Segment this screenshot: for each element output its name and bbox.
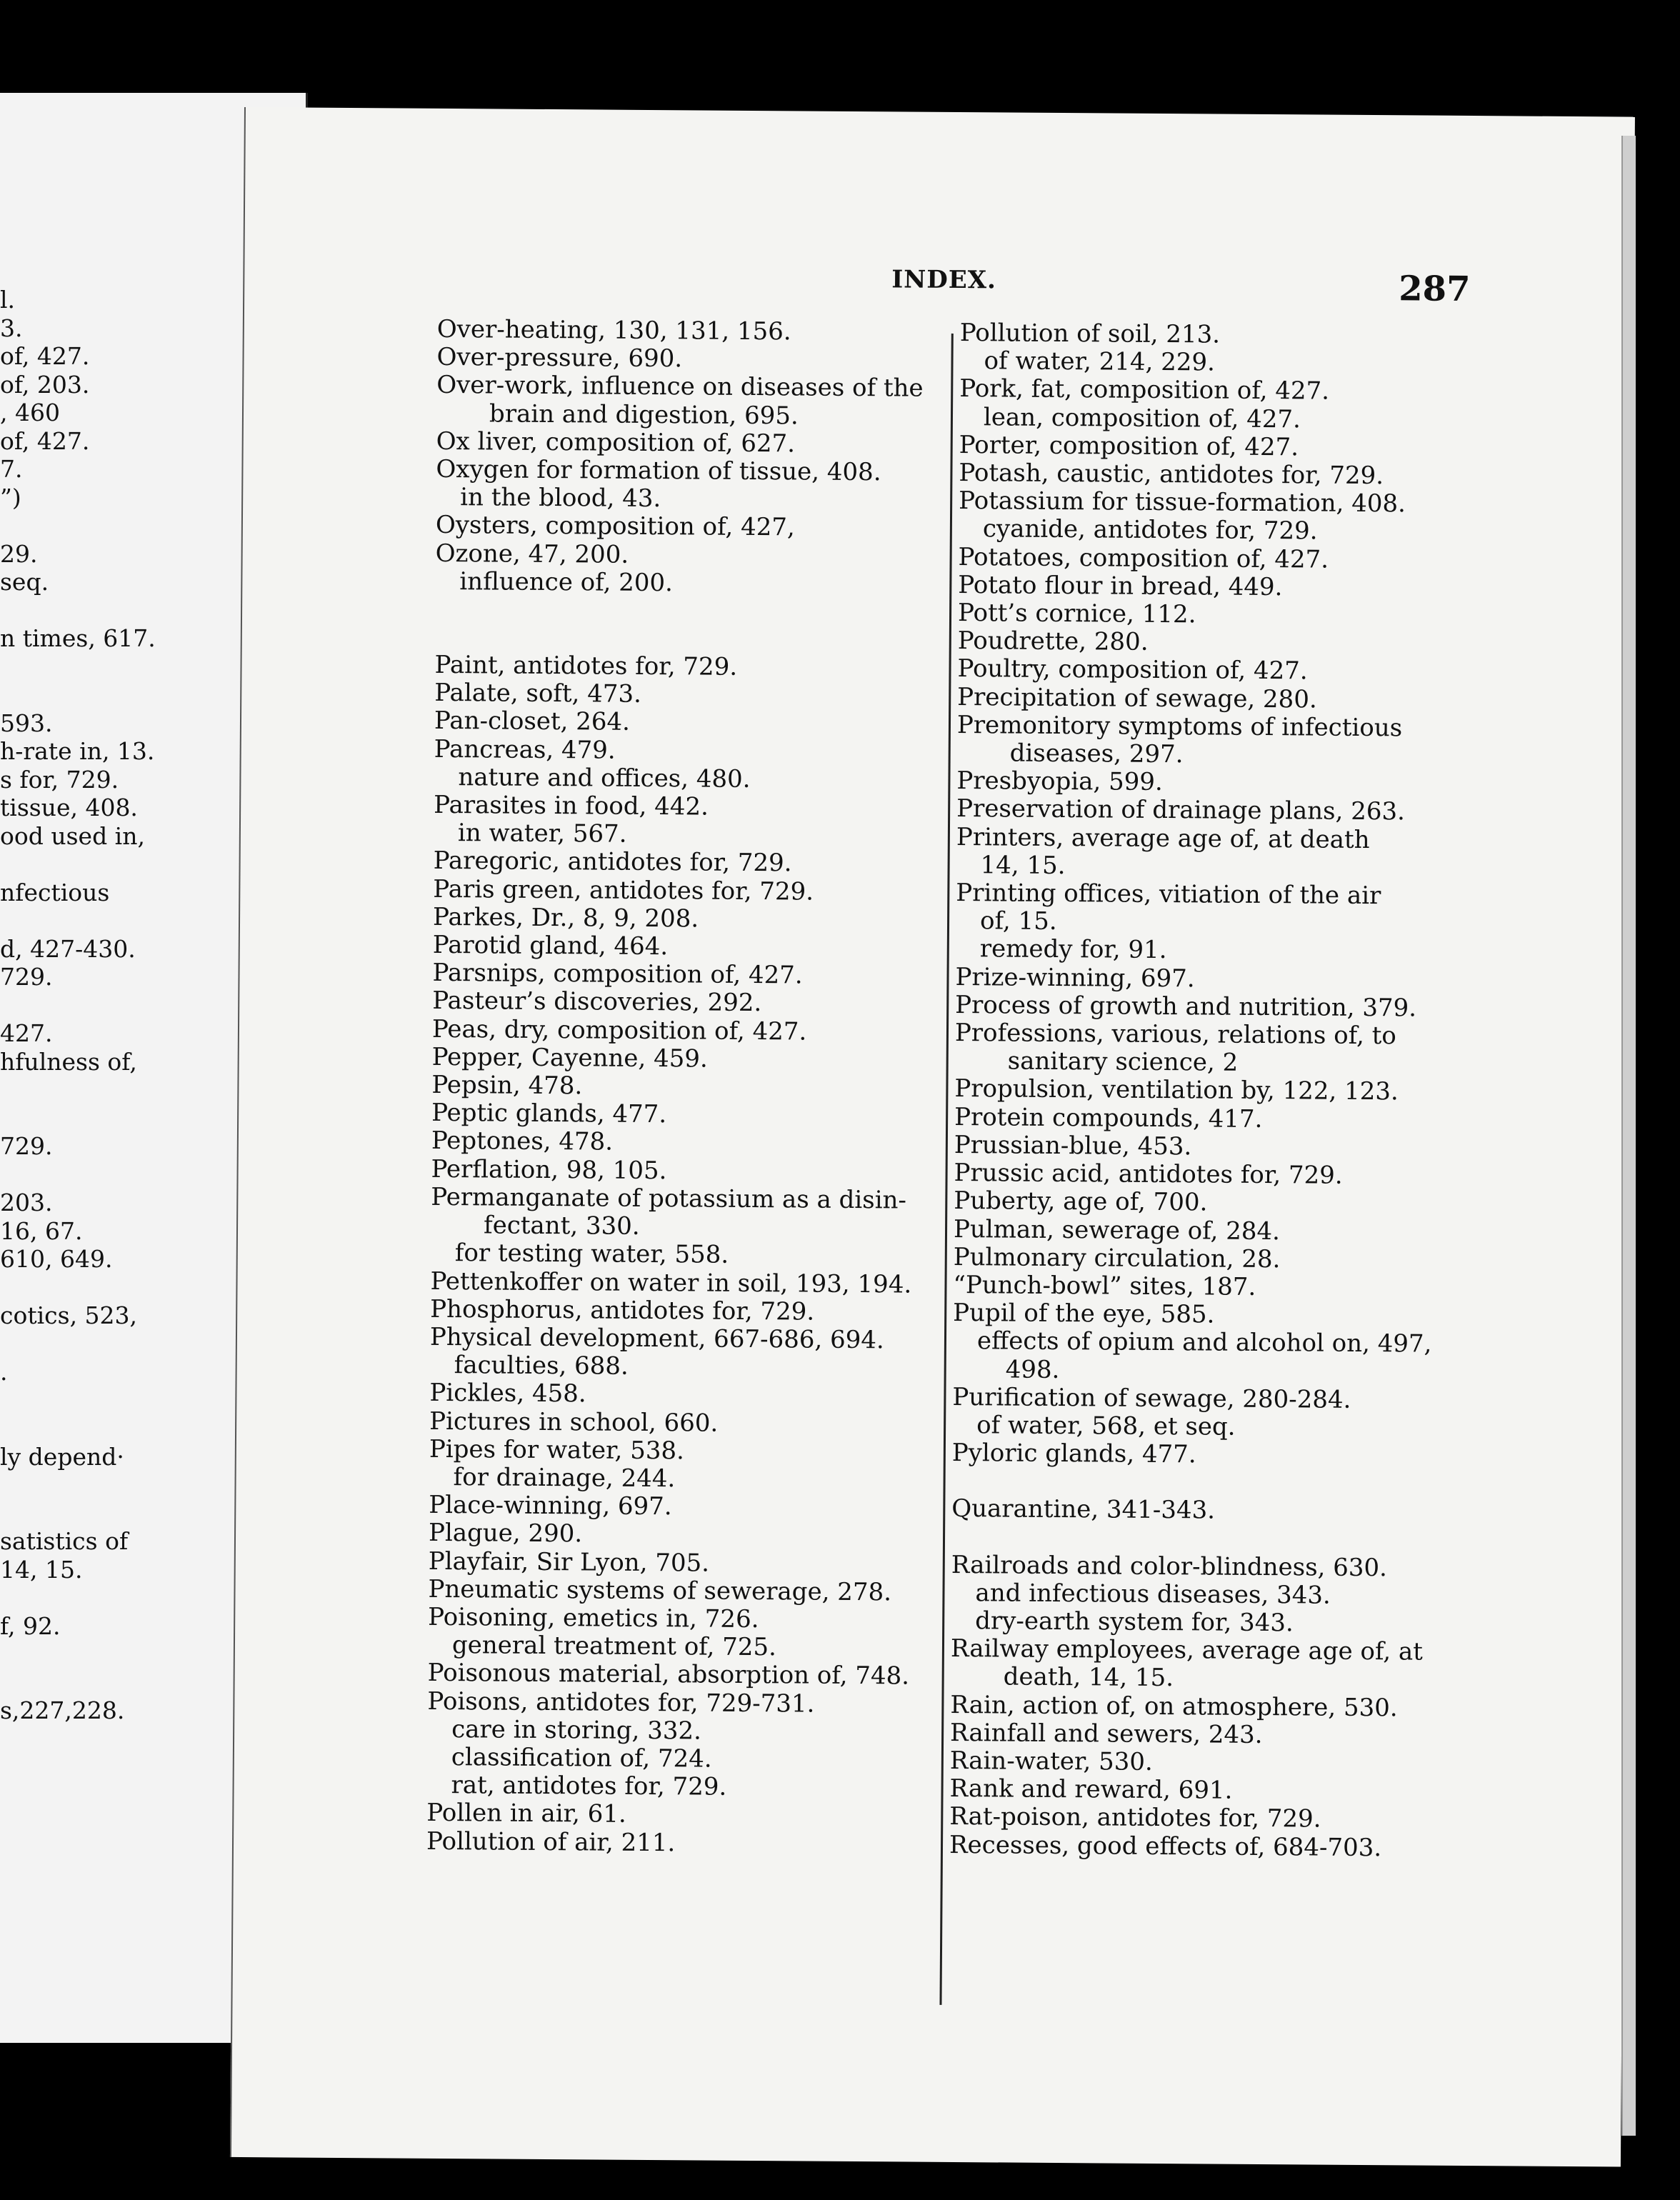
page-edge bbox=[1621, 136, 1636, 2136]
previous-page-text-fragment: hfulness of, bbox=[0, 1047, 137, 1076]
index-entry: Pepper, Cayenne, 459. bbox=[431, 1042, 708, 1074]
index-entry: Pasteur’s discoveries, 292. bbox=[432, 986, 762, 1018]
previous-page-text-fragment: d, 427-430. bbox=[0, 934, 136, 963]
previous-page-text-fragment: 203. bbox=[0, 1189, 53, 1216]
previous-page-text-fragment: of, 427. bbox=[0, 426, 90, 455]
index-entry: Ox liver, composition of, 627. bbox=[436, 426, 796, 459]
previous-page-text-fragment: of, 203. bbox=[0, 370, 90, 399]
index-entry: Preservation of drainage plans, 263. bbox=[956, 794, 1406, 826]
index-entry: Pulmonary circulation, 28. bbox=[953, 1242, 1281, 1274]
previous-page-text-fragment: seq. bbox=[0, 568, 49, 596]
page-title: INDEX. bbox=[891, 265, 997, 295]
index-entry: of water, 568, et seq. bbox=[976, 1411, 1236, 1441]
index-entry: Pneumatic systems of sewerage, 278. bbox=[428, 1574, 892, 1607]
previous-page-text-fragment: nfectious bbox=[0, 878, 110, 906]
index-entry: Pork, fat, composition of, 427. bbox=[959, 374, 1330, 406]
index-entry: Poultry, composition of, 427. bbox=[957, 654, 1308, 686]
index-entry: Physical development, 667-686, 694. bbox=[429, 1322, 884, 1355]
index-entry: Parotid gland, 464. bbox=[432, 930, 669, 961]
index-entry: Playfair, Sir Lyon, 705. bbox=[428, 1546, 710, 1578]
previous-page-text-fragment: 3. bbox=[0, 314, 23, 342]
index-entry: 14, 15. bbox=[980, 851, 1066, 880]
index-entry: Peas, dry, composition of, 427. bbox=[431, 1014, 807, 1046]
index-entry: Railway employees, average age of, at bbox=[950, 1634, 1424, 1666]
index-entry: Pollen in air, 61. bbox=[426, 1799, 626, 1829]
index-entry: Poisonous material, absorption of, 748. bbox=[427, 1659, 910, 1691]
index-entry: Pyloric glands, 477. bbox=[951, 1439, 1196, 1469]
index-entry: Permanganate of potassium as a disin- bbox=[431, 1182, 907, 1215]
index-entry: Railroads and color-blindness, 630. bbox=[951, 1550, 1388, 1582]
index-entry: rat, antidotes for, 729. bbox=[451, 1771, 727, 1801]
previous-page-text-fragment: ”) bbox=[0, 483, 21, 511]
previous-page-text-fragment: of, 427. bbox=[0, 342, 90, 370]
previous-page-text-fragment: 14, 15. bbox=[0, 1555, 83, 1584]
previous-page-text-fragment: n times, 617. bbox=[0, 624, 156, 652]
index-entry: Potatoes, composition of, 427. bbox=[958, 542, 1329, 574]
index-entry: in the blood, 43. bbox=[460, 483, 661, 514]
index-entry: Peptic glands, 477. bbox=[431, 1099, 667, 1129]
section-gap bbox=[951, 1523, 1473, 1554]
index-entry: Purification of sewage, 280-284. bbox=[952, 1382, 1351, 1414]
index-entry: Paris green, antidotes for, 729. bbox=[433, 874, 814, 906]
previous-page-text-fragment: 593. bbox=[0, 709, 53, 737]
index-entry: Premonitory symptoms of infectious bbox=[956, 710, 1403, 743]
index-entry: Prussian-blue, 453. bbox=[954, 1130, 1192, 1161]
index-entry: Potato flour in bread, 449. bbox=[958, 570, 1283, 601]
index-entry: for drainage, 244. bbox=[453, 1463, 676, 1494]
index-entry: classification of, 724. bbox=[451, 1743, 712, 1774]
index-entry: influence of, 200. bbox=[459, 566, 674, 598]
index-entry: Paregoric, antidotes for, 729. bbox=[433, 846, 792, 878]
index-entry: remedy for, 91. bbox=[979, 934, 1167, 965]
index-entry: and infectious diseases, 343. bbox=[975, 1578, 1331, 1610]
previous-page-text-fragment: . bbox=[0, 1358, 8, 1386]
previous-page-text-fragment: , 460 bbox=[0, 399, 60, 426]
index-entry: for testing water, 558. bbox=[454, 1239, 729, 1270]
index-entry: Poudrette, 280. bbox=[957, 626, 1149, 657]
index-entry: Pollution of soil, 213. bbox=[959, 319, 1221, 349]
index-entry: Prize-winning, 697. bbox=[955, 962, 1195, 993]
index-entry: effects of opium and alcohol on, 497, bbox=[976, 1326, 1432, 1359]
index-entry: Phosphorus, antidotes for, 729. bbox=[430, 1294, 815, 1326]
index-entry: Recesses, good effects of, 684-703. bbox=[949, 1830, 1382, 1862]
previous-page-text-fragment: 29. bbox=[0, 539, 38, 568]
previous-page-text-fragment: 729. bbox=[0, 963, 53, 991]
index-entry: Plague, 290. bbox=[428, 1519, 583, 1549]
index-entry: Pictures in school, 660. bbox=[429, 1406, 719, 1438]
index-entry: in water, 567. bbox=[457, 819, 627, 849]
index-entry: Over-pressure, 690. bbox=[436, 343, 683, 374]
index-entry: Presbyopia, 599. bbox=[956, 766, 1163, 797]
index-entry: diseases, 297. bbox=[1009, 739, 1184, 769]
index-entry: Parkes, Dr., 8, 9, 208. bbox=[432, 902, 699, 934]
previous-page-text-fragment: 16, 67. bbox=[0, 1216, 83, 1245]
index-entry: Perflation, 98, 105. bbox=[431, 1154, 667, 1185]
index-entry: Parasites in food, 442. bbox=[434, 790, 709, 821]
index-entry: care in storing, 332. bbox=[451, 1714, 702, 1746]
index-entry: Porter, composition of, 427. bbox=[959, 430, 1299, 462]
index-entry: Rat-poison, antidotes for, 729. bbox=[949, 1802, 1321, 1834]
index-entry: Quarantine, 341-343. bbox=[951, 1494, 1216, 1525]
index-entry: 498. bbox=[1005, 1354, 1060, 1384]
index-entry: Rank and reward, 691. bbox=[949, 1774, 1233, 1805]
index-entry: Place-winning, 697. bbox=[429, 1490, 672, 1521]
index-entry: Potash, caustic, antidotes for, 729. bbox=[959, 459, 1384, 491]
index-entry: death, 14, 15. bbox=[1003, 1662, 1174, 1693]
previous-page-text-fragment: s,227,228. bbox=[0, 1696, 125, 1724]
index-entry: Process of growth and nutrition, 379. bbox=[955, 990, 1417, 1023]
index-entry: of water, 214, 229. bbox=[984, 346, 1216, 377]
previous-page-text-fragment: 427. bbox=[0, 1019, 53, 1047]
index-entry: Prussic acid, antidotes for, 729. bbox=[954, 1159, 1343, 1190]
index-entry: Potassium for tissue-formation, 408. bbox=[959, 486, 1406, 519]
page-number: 287 bbox=[1399, 269, 1471, 309]
index-entry: Printing offices, vitiation of the air bbox=[956, 879, 1381, 911]
index-entry: Professions, various, relations of, to bbox=[954, 1019, 1396, 1051]
index-entry: Pulman, sewerage of, 284. bbox=[953, 1214, 1281, 1246]
previous-page-text-fragment: 610, 649. bbox=[0, 1245, 113, 1273]
previous-page-text-fragment: tissue, 408. bbox=[0, 794, 138, 821]
section-gap bbox=[435, 596, 950, 655]
index-entry: cyanide, antidotes for, 729. bbox=[982, 514, 1318, 546]
index-entry: Protein compounds, 417. bbox=[954, 1102, 1263, 1134]
index-entry: faculties, 688. bbox=[454, 1351, 629, 1381]
index-entry: Parsnips, composition of, 427. bbox=[432, 959, 803, 990]
index-entry: “Punch-bowl” sites, 187. bbox=[953, 1270, 1256, 1301]
index-entry: Pott’s cornice, 112. bbox=[957, 599, 1196, 629]
index-entry: Rain, action of, on atmosphere, 530. bbox=[950, 1690, 1398, 1722]
section-gap bbox=[951, 1467, 1473, 1499]
index-entry: Puberty, age of, 700. bbox=[954, 1186, 1208, 1217]
index-entry: Over-heating, 130, 131, 156. bbox=[436, 314, 791, 346]
index-entry: Peptones, 478. bbox=[431, 1126, 614, 1157]
index-entry: Pancreas, 479. bbox=[434, 734, 616, 765]
index-entry: brain and digestion, 695. bbox=[489, 399, 799, 431]
index-entry: Palate, soft, 473. bbox=[434, 679, 642, 709]
previous-page-text-fragment: satistics of bbox=[0, 1527, 129, 1555]
index-column-left bbox=[426, 316, 951, 1859]
previous-page-text-fragment: h-rate in, 13. bbox=[0, 737, 155, 765]
index-entry: Paint, antidotes for, 729. bbox=[434, 650, 738, 681]
index-entry: of, 15. bbox=[979, 906, 1057, 936]
index-entry: Pupil of the eye, 585. bbox=[953, 1299, 1215, 1329]
previous-page-text-fragment: 729. bbox=[0, 1132, 53, 1160]
index-entry: dry-earth system for, 343. bbox=[975, 1606, 1294, 1638]
index-entry: Ozone, 47, 200. bbox=[435, 539, 629, 569]
previous-page-text-fragment: 7. bbox=[0, 455, 23, 483]
index-entry: nature and offices, 480. bbox=[458, 762, 751, 794]
index-entry: Over-work, influence on diseases of the bbox=[436, 371, 924, 404]
index-entry: Propulsion, ventilation by, 122, 123. bbox=[954, 1074, 1399, 1106]
index-entry: sanitary science, 2 bbox=[1007, 1046, 1239, 1078]
index-entry: Poisoning, emetics in, 726. bbox=[428, 1602, 759, 1634]
index-column-right bbox=[949, 319, 1481, 1863]
index-entry: fectant, 330. bbox=[483, 1211, 640, 1241]
index-entry: Pipes for water, 538. bbox=[429, 1434, 685, 1466]
index-entry: Pollution of air, 211. bbox=[426, 1826, 676, 1857]
previous-page-text-fragment: s for, 729. bbox=[0, 765, 119, 794]
index-entry: Oxygen for formation of tissue, 408. bbox=[436, 454, 881, 487]
index-entry: lean, composition of, 427. bbox=[983, 402, 1301, 434]
index-entry: Pepsin, 478. bbox=[431, 1070, 583, 1101]
index-entry: Pickles, 458. bbox=[429, 1379, 586, 1409]
index-entry: Printers, average age of, at death bbox=[956, 822, 1370, 854]
index-entry: Pan-closet, 264. bbox=[434, 706, 631, 737]
index-entry: Pettenkoffer on water in soil, 193, 194. bbox=[430, 1266, 912, 1299]
previous-page-text-fragment: f, 92. bbox=[0, 1611, 61, 1640]
index-entry: Precipitation of sewage, 280. bbox=[957, 682, 1317, 714]
previous-page-text-fragment: ly depend· bbox=[0, 1442, 124, 1471]
index-entry: general treatment of, 725. bbox=[451, 1631, 777, 1662]
index-entry: Rain-water, 530. bbox=[949, 1746, 1153, 1776]
index-page bbox=[230, 107, 1635, 2167]
index-entry: Poisons, antidotes for, 729-731. bbox=[427, 1686, 815, 1719]
previous-page-text-fragment: cotics, 523, bbox=[0, 1301, 138, 1329]
previous-page-text-fragment: l. bbox=[0, 286, 16, 314]
index-entry: Oysters, composition of, 427, bbox=[435, 511, 795, 542]
previous-page-text-fragment: ood used in, bbox=[0, 821, 145, 850]
index-entry: Rainfall and sewers, 243. bbox=[949, 1718, 1263, 1749]
